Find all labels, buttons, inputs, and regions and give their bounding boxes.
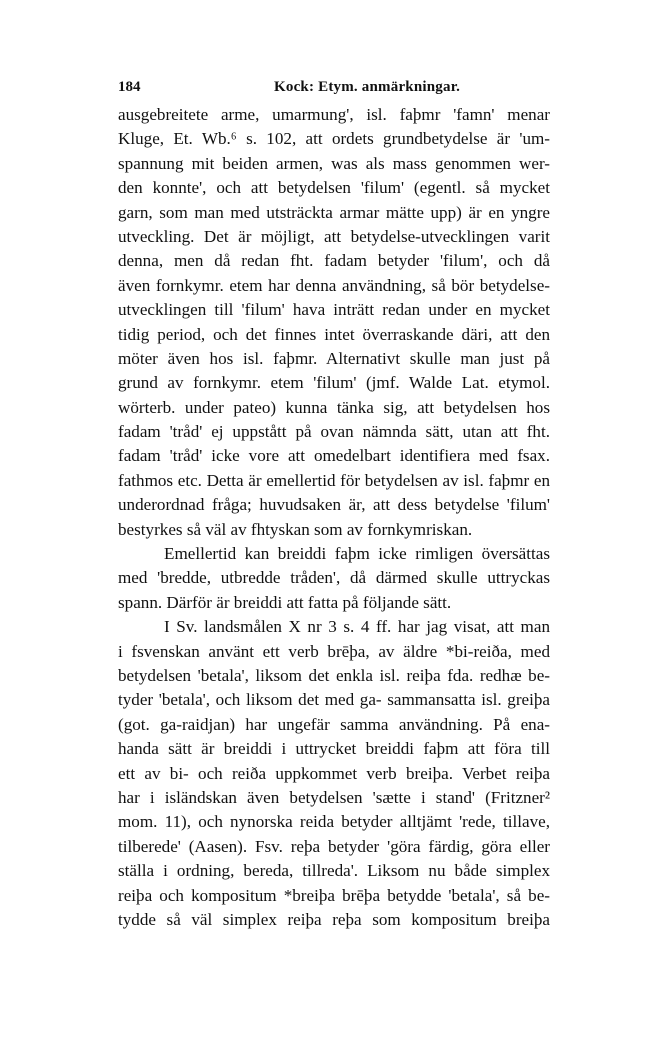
text-line: utvecklingen till 'filum' hava inträtt redan under en mycket (118, 300, 550, 320)
text-line: mom. 11), och nynorska reida betyder alltjämt 'rede, tillave, (118, 812, 550, 832)
text-line: även fornkymr. etem har denna användning, så bör betydelse- (118, 275, 550, 295)
text-line: tidig period, och det finnes intet överraskande däri, att den (118, 324, 550, 344)
text-line: i fsvenskan använt ett verb brēþa, av äldre *bi-reiða, med (118, 641, 550, 661)
text-line: tydde så väl simplex reiþa reþa som kompositum breiþa (118, 909, 550, 929)
text-line: den konnte', och att betydelsen 'filum' (egentl. så mycket (118, 178, 550, 198)
text-line: reiþa och kompositum *breiþa brēþa betydde 'betala', så be- (118, 885, 550, 905)
text-line: I Sv. landsmålen X nr 3 s. 4 ff. har jag visat, att man (164, 617, 550, 637)
text-line: underordnad fråga; huvudsaken är, att dess betydelse 'filum' (118, 495, 550, 515)
body-text (118, 103, 550, 932)
text-line: ställa i ordning, bereda, tillreda'. Liksom nu både simplex (118, 861, 550, 881)
text-line: tilberede' (Aasen). Fsv. reþa betyder 'göra färdig, göra eller (118, 836, 550, 856)
text-line: (got. ga-raidjan) har ungefär samma användning. På ena- (118, 714, 550, 734)
text-line: tyder 'betala', och liksom det med ga- sammansatta isl. greiþa (118, 690, 550, 710)
text-line: fadam 'tråd' ej uppstått på ovan nämnda sätt, utan att fht. (118, 422, 550, 442)
page-number: 184 (118, 79, 141, 95)
text-line: möter även hos isl. faþmr. Alternativt skulle man just på (118, 348, 550, 368)
text-line: denna, men då redan fht. fadam betyder 'filum', och då (118, 251, 550, 271)
text-line: handa sätt är breiddi i uttrycket breiddi faþm att föra till (118, 739, 550, 759)
text-line: betydelsen 'betala', liksom det enkla isl. reiþa fda. redhæ be- (118, 665, 550, 685)
text-line: fadam 'tråd' icke vore att omedelbart identifiera med fsax. (118, 446, 550, 466)
text-line: ett av bi- och reiða uppkommet verb breiþa. Verbet reiþa (118, 763, 550, 783)
running-head (118, 76, 548, 98)
text-line: ausgebreitete arme, umarmung', isl. faþmr 'famn' menar (118, 105, 550, 124)
text-line: har i isländskan även betydelsen 'sætte i stand' (Fritzner² (118, 787, 550, 807)
running-title: Kock: Etym. anmärkningar. (274, 79, 461, 95)
text-line: Emellertid kan breiddi faþm icke rimligen översättas (164, 544, 550, 564)
text-line: Kluge, Et. Wb.⁶ s. 102, att ordets grundbetydelse är 'um- (118, 129, 550, 149)
text-line: med 'bredde, utbredde tråden', då därmed skulle uttryckas (118, 568, 550, 588)
text-line: spann. Därför är breiddi att fatta på följande sätt. (118, 592, 452, 612)
text-line: fathmos etc. Detta är emellertid för betydelsen av isl. faþmr en (118, 470, 550, 490)
text-line: bestyrkes så väl av fhtyskan som av fornkymriskan. (118, 519, 473, 539)
text-line: garn, som man med utsträckta armar mätte upp) är en yngre (118, 202, 550, 222)
text-line: utveckling. Det är möjligt, att betydelse-utvecklingen varit (118, 226, 550, 246)
text-line: grund av fornkymr. etem 'filum' (jmf. Walde Lat. etymol. (118, 373, 550, 393)
text-line: spannung mit beiden armen, was als mass genommen wer- (118, 153, 550, 173)
text-line: wörterb. under pateo) kunna tänka sig, att betydelsen hos (118, 397, 550, 417)
